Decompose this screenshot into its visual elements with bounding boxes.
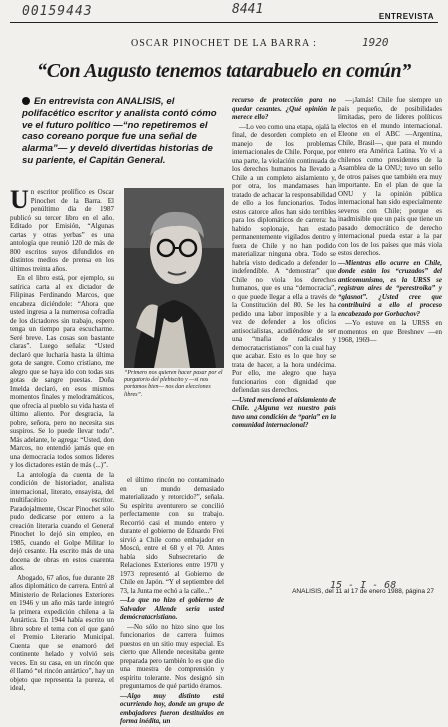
body-paragraph: —¡Jamás! Chile fue siempre un país pequeño, de posibilidades limitadas, pero de líderes políticos electos en el mundo internacional. Eleone en el ABC —Argentina, Chile, Brasil—, que para el mundo entero era América Latina. Yo vi a chilenos como presidentes de la Asamblea de la ONU; tuvo un sello de otros países que también era muy importante. En el plan de que la ONU y la opinión pública internacional han sido especialmente severos con Chile; porque es inadmisible que un país que tiene un pasado democrático de derecho internacional pueda estar a la par con los de los países que más viola estos derechos.	[338, 96, 442, 257]
portrait-photo	[124, 188, 224, 368]
body-paragraph: La antología da cuenta de la condición de historiador, analista internacional, literato, ensayista, del multifacético escritor. Paradojalmente, Oscar Pinochet sólo pudo dedicarse por entero a la creación literaria cuando el General Pinochet lo dejó sin empleo, en 1985, cuando el Golpe Militar lo dejó cesante. Ha escrito más de una docena de obras en estos cuarenta años.	[10, 470, 114, 572]
body-text: n escritor prolífico es Oscar Pinochet de la Barra. El penúltimo día de 1987 publicó su tercer libro en el año. Editado por Emisión, “Algunas cartas y otras yerbas” es una antología que reunió 120 de más de 800 escritos suyos difundidos en distintos medios de prensa en los últimos treinta años.	[10, 188, 114, 273]
portrait-illustration	[124, 188, 224, 368]
handwritten-year: 1920	[362, 36, 389, 49]
body-paragraph: el último rincón no contaminado en un mundo demasiado materializado y retorcido?”, señala. Su espíritu aventurero se concilió perfectamente con su trabajo. Recorrió casi el mundo entero y durante el gobierno de Eduardo Frei sirvió a Chile como embajador en Moscú, entre el 68 y el 70. Antes había sido Subsecretario de Relaciones Exteriores entre 1970 y 1973 representó al Gobierno de Chile en Japón. “Y el septiembre del 73, la Junta me echó a la calle...”	[120, 476, 224, 595]
interview-question: —Algo muy distinto está ocurriendo hoy, donde un grupo de embajadores fueron destituidos en forma inédita, un	[120, 691, 224, 725]
body-column-2	[120, 476, 224, 727]
interview-question: recurso de protección para no quedar cesantes. ¿Qué opinión le merece ello?	[232, 96, 336, 121]
drop-cap: U	[10, 185, 29, 214]
body-column-4	[338, 96, 442, 346]
article-headline: “Con Augusto tenemos tatarabuelo en común”	[37, 60, 411, 82]
body-paragraph: En el libro está, por ejemplo, su satírica carta al ex dictador de Filipinas Ferdinando Marcos, que encabeza diciéndole: “Ahora que usted ingresa a la numerosa cofradía de los dictadores sin trabajo, espero tenga un tiempo para escucharme. Seré breve. Las cosas son bastante claras”. Luego señala: “Usted declaró que lucharía hasta la última gota de sangre. Como cristiano, me alegro que se haya ido con todas sus gotas de sangre puestas. Doña Imelda declaró, en esos mismos momentos finales y melodramáticos, que ofrecía al pueblo su vida hasta el último aliento. Por desgracia, la pobre, señora, pero no necesita sus suspiros. Se lo puede llevar todo”. Más adelante, le agrega: “Usted, don Marcos, no entendió jamás que en una democracia todos somos líderes y los dictadores están de más (...)”.	[10, 274, 114, 469]
body-paragraph	[10, 185, 114, 273]
interview-question: —Usted mencionó el aislamiento de Chile. ¿Alguna vez nuestro país tuvo una condición de “paria” en la comunidad internacional?	[232, 395, 336, 429]
body-paragraph: —Yo estuve en la URSS en momentos en que Breshnev —en 1968, 1969—	[338, 319, 442, 344]
page-footer: ANALISIS, del 11 al 17 de enero 1988, página 27	[292, 588, 434, 595]
handwritten-date: 15 - I - 68	[330, 580, 397, 591]
interview-question: —Lo que no hizo el gobierno de Salvador Allende sería usted demócratacristiano.	[120, 596, 224, 621]
body-paragraph: Abogado, 67 años, fue durante 28 años diplomático de carrera. Entró al Ministerio de Relaciones Exteriores en 1946 y un año más tarde integró la primera expedición chilena a la Antártica. En 1944 había escrito un libro sobre el tema con el que ganó el Premio Literario Municipal. Cuenta que se enamoró del continente helado y volvió seis veces. En su casa, en un rincón que él llamó “el rincón antártico”, hay un objeto que representa la pureza, el ideal,	[10, 573, 114, 692]
handwritten-page-number: 8441	[232, 2, 264, 17]
lead-paragraph	[22, 96, 218, 167]
top-rule	[10, 22, 438, 23]
body-column-3	[232, 96, 336, 431]
interviewee-name: OSCAR PINOCHET DE LA BARRA :	[131, 38, 317, 49]
body-column-1	[10, 185, 114, 694]
interview-question: —Mientras ello ocurre en Chile, donde están los “cruzados” del anticomunismo, es la URSS se registran aires de “perestroika” y “glasnot”. ¿Usted cree que contribuirá a ello el proceso encabezado por Gorbachov?	[338, 258, 442, 318]
photo-caption: “Primero nos quieren hacer pasar por el purgatorio del plebiscito y —si nos portamos bien— nos dan elecciones libres”.	[124, 370, 223, 398]
handwritten-id-number: 00159443	[22, 4, 93, 19]
section-label: ENTREVISTA	[378, 12, 434, 21]
lead-text: En entrevista con ANALISIS, el polifacético escritor y analista contó cómo ve el futuro político —“no repetiremos el caso coreano porque fue una señal de alarma”— y develó divertidas historias de su pariente, el Capitán General.	[22, 96, 217, 166]
body-paragraph: —Lo veo como una etapa, ojalá la final, de desorden completo en el manejo de los problemas internacionales de Chile. Porque, por una parte, la violación continuada de los derechos humanos ha llevado a Chile a un completo aislamiento y, por otra, los mandamases han tratado de achacar la responsabilidad de ello a los funcionarios. Todos estos catorce años han sido terribles para los diplomáticos de carrera: ha habido soplonaje, han estado permanentemente vigilados dentro y fuera de Chile y no han podido materializar ninguna obra. Todo se habría visto dedicado a defender lo indefendible. A “demostrar” que Chile no viola los derechos humanos, que es una “democracia”, o que puede llegar a ella a través de la Constitución del 80. Se les ha pedido una labor imposible y a la vez de defender a los oficios antisocialistas, acudiéndose de ser una “mafia de radicales y democratacristianos” con la cual hay que acabar. Esto es lo que hoy se trata de hacer, a la hora undécima. Por ello, me alegro que haya funcionarios con dignidad que defiendan sus derechos.	[232, 122, 336, 394]
bullet-icon	[22, 97, 30, 105]
body-paragraph: —No sólo no hizo sino que los funcionarios de carrera fuimos puestos en un sitio muy especial. Es cierto que Allende necesitaba gente preparada pero también lo es que dio una muestra de comprensión y espíritu tolerante. Nos designó sin preguntarnos de qué partido éramos.	[120, 622, 224, 690]
